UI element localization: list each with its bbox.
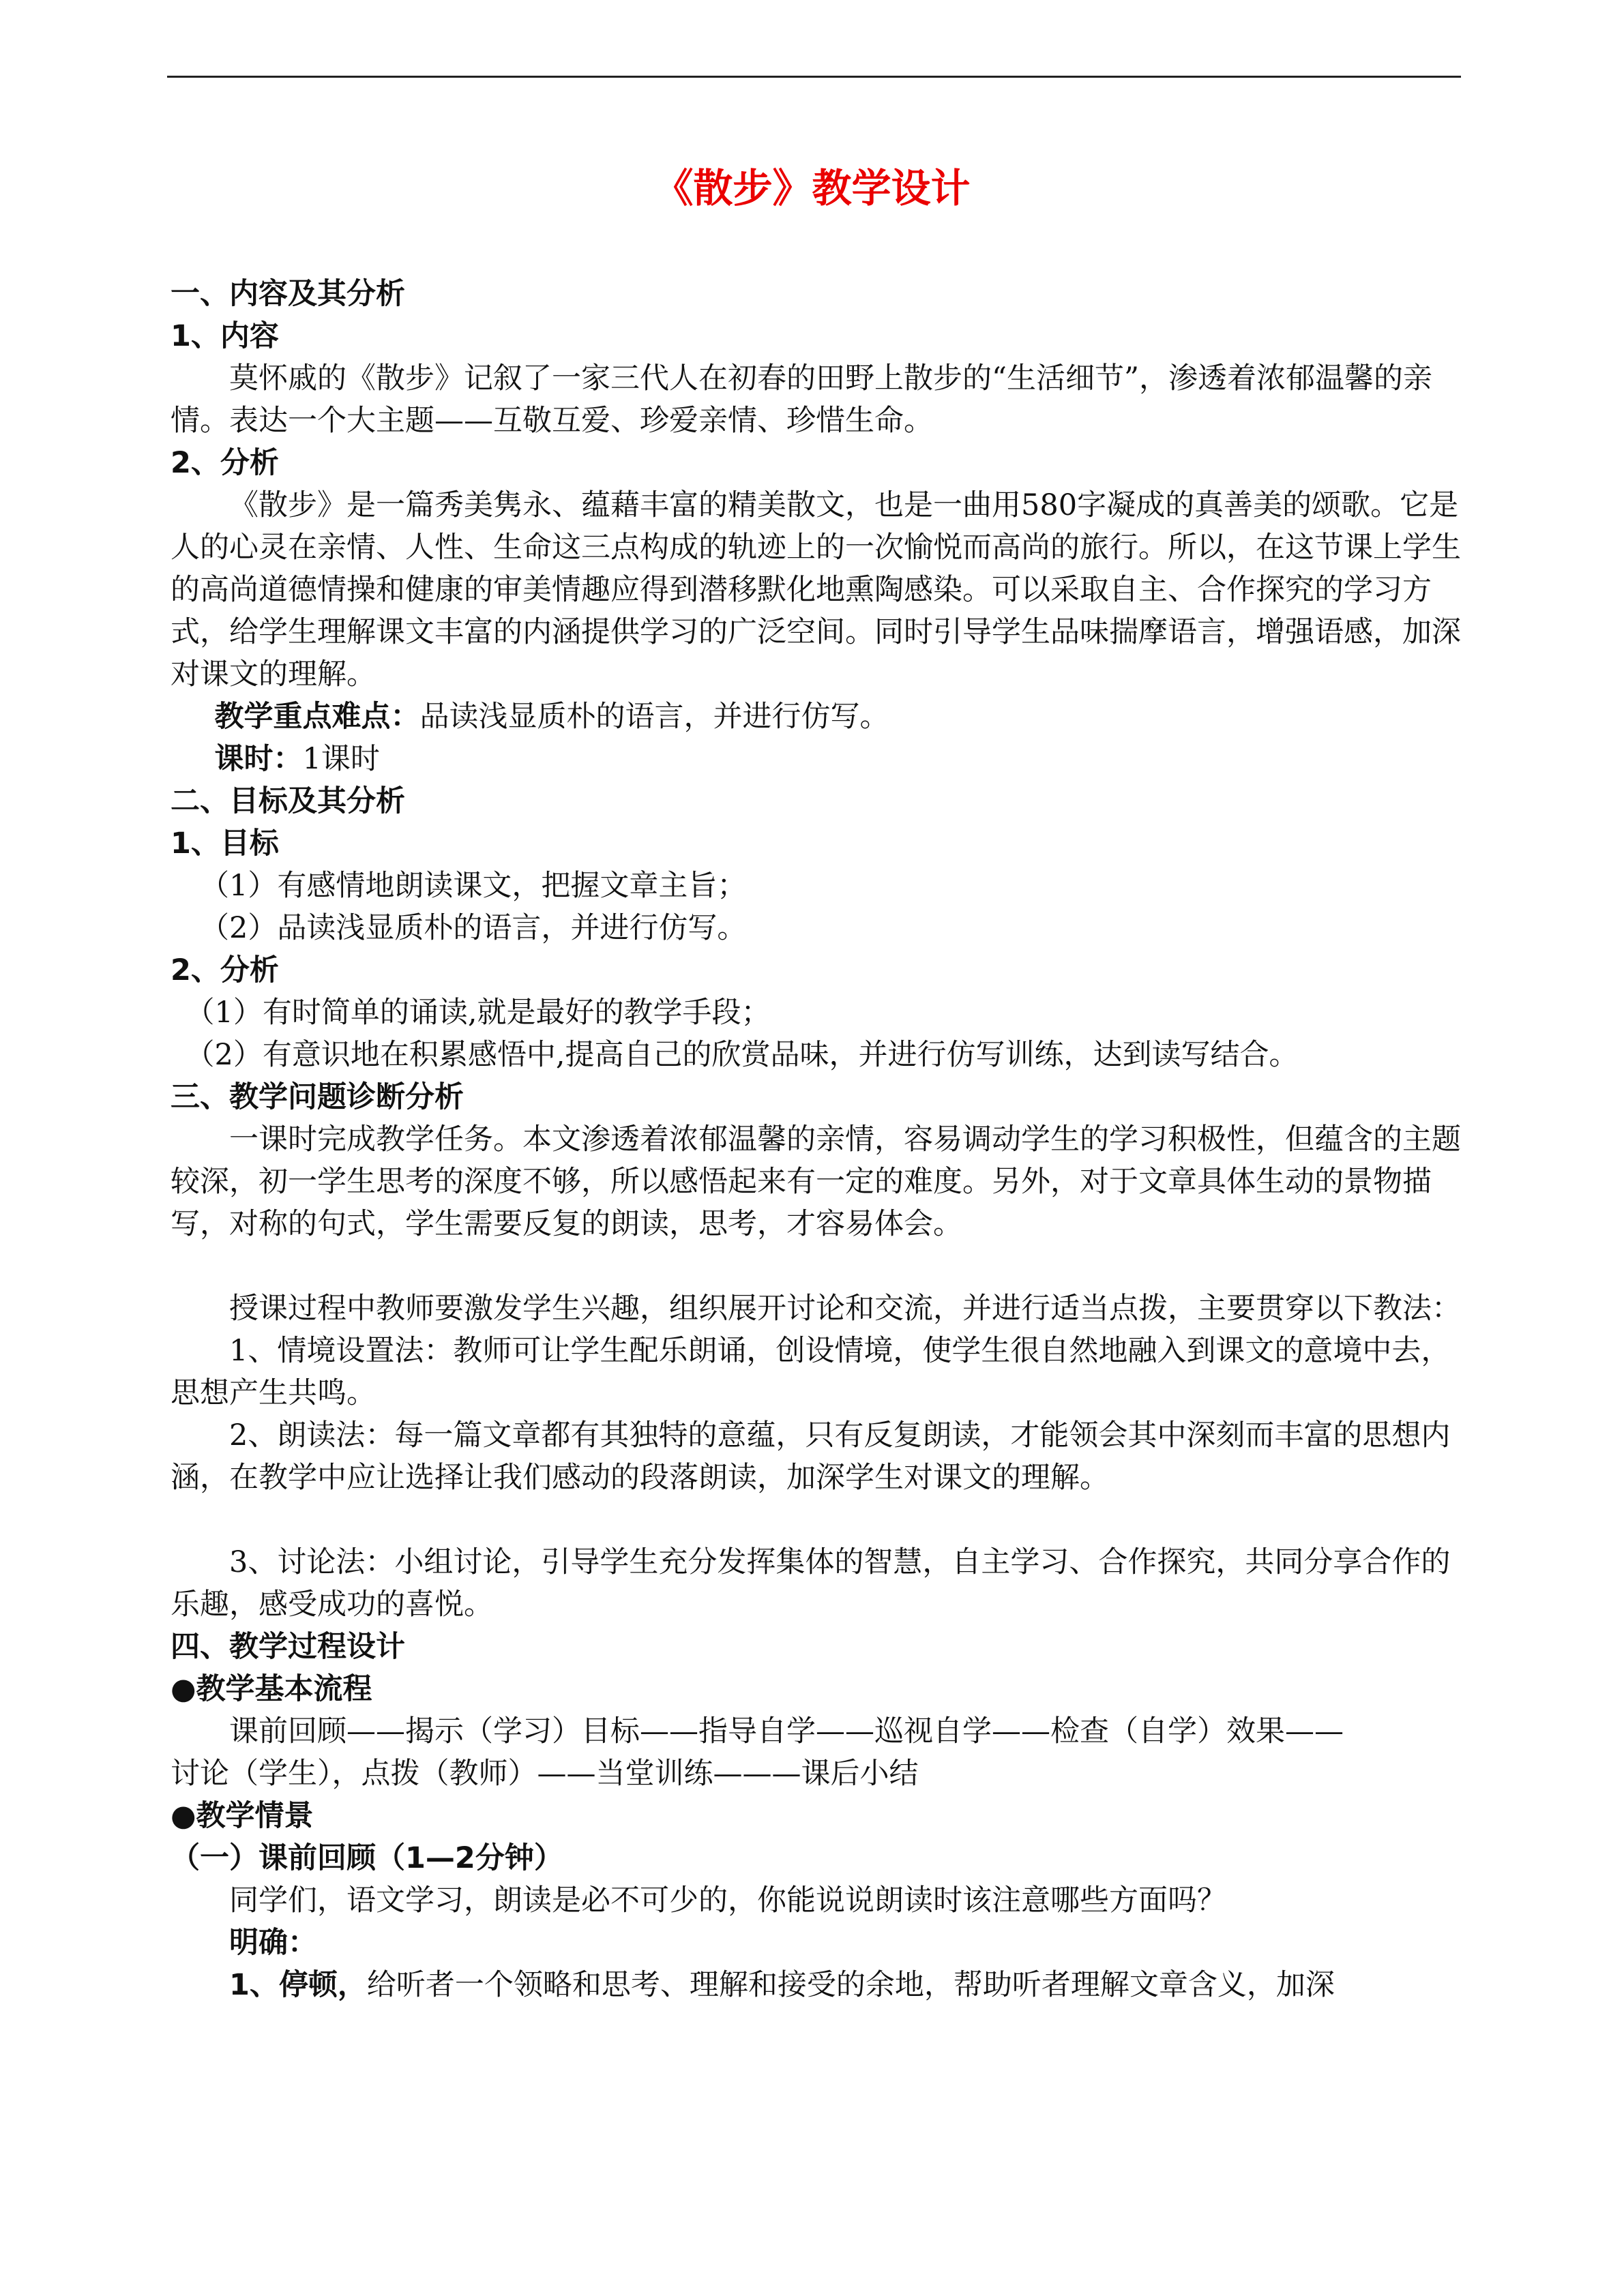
question-paragraph: 同学们，语文学习，朗读是必不可少的，你能说说朗读时该注意哪些方面吗？ [229, 1883, 1226, 1918]
section-3-paragraph: 授课过程中教师要激发学生兴趣，组织展开讨论和交流，并进行适当点拨，主要贯穿以下教法： [229, 1292, 1461, 1326]
flow-line-2: 讨论（学生），点拨（教师）——当堂训练———课后小结 [171, 1757, 919, 1791]
scene-heading: ●教学情景 [171, 1799, 314, 1833]
section-1-analysis-paragraph: 《散步》是一篇秀美隽永、蕴藉丰富的精美散文，也是一曲用580字凝成的真善美的颂歌。它是人的心灵在亲情、人性、生命这三点构成的轨迹上的一次愉悦而高尚的旅行。所以，在这节课上学生的高尚道德情操和健康的审美情趣应得到潜移默化地熏陶感染。可以采取自主、合作探究的学习方式，给学生理解课文丰富的内涵提供学习的广泛空间。同时引导学生品味揣摩语言，增强语感，加深对课文的理解。 [171, 488, 1461, 691]
clarify-label: 明确： [229, 1926, 317, 1960]
pause-line [171, 1964, 1466, 2006]
header-rule [167, 76, 1461, 78]
pause-label: 1、停顿， [229, 1968, 367, 2002]
pause-text: 给听者一个领略和思考、理解和接受的余地，帮助听者理解文章含义，加深 [366, 1968, 1335, 2002]
key-difficulty-text: 品读浅显质朴的语言，并进行仿写。 [419, 700, 889, 734]
method-item: 2、朗读法：每一篇文章都有其独特的意蕴，只有反复朗读，才能领会其中深刻而丰富的思想内涵，在教学中应让选择让我们感动的段落朗读，加深学生对课文的理解。 [171, 1418, 1451, 1495]
section-3-paragraph: 一课时完成教学任务。本文渗透着浓郁温馨的亲情，容易调动学生的学习积极性，但蕴含的主题较深，初一学生思考的深度不够，所以感悟起来有一定的难度。另外，对于文章具体生动的景物描写，对称的句式，学生需要反复的朗读，思考，才容易体会。 [171, 1122, 1461, 1241]
section-1-sub-analysis: 2、分析 [171, 446, 279, 480]
section-4-heading: 四、教学过程设计 [171, 1630, 405, 1664]
flow-line-1: 课前回顾——揭示（学习）目标——指导自学——巡视自学——检查（自学）效果—— [229, 1714, 1344, 1748]
part-1-heading: （一）课前回顾（1—2分钟） [171, 1841, 563, 1875]
class-hours-text: 1课时 [302, 742, 380, 776]
section-2-sub-analysis: 2、分析 [171, 953, 279, 987]
goal-item: （1）有感情地朗读课文，把握文章主旨； [200, 869, 747, 903]
key-difficulty-line [171, 696, 1466, 738]
method-item: 1、情境设置法：教师可让学生配乐朗诵，创设情境，使学生很自然地融入到课文的意境中去，思想产生共鸣。 [171, 1334, 1451, 1410]
section-1-content-paragraph: 莫怀戚的《散步》记叙了一家三代人在初春的田野上散步的“生活细节”，渗透着浓郁温馨的亲情。表达一个大主题——互敬互爱、珍爱亲情、珍惜生命。 [171, 361, 1432, 438]
analysis-item: （2）有意识地在积累感悟中,提高自己的欣赏品味，并进行仿写训练，达到读写结合。 [185, 1038, 1299, 1072]
goal-item: （2）品读浅显质朴的语言，并进行仿写。 [200, 911, 747, 945]
class-hours-label: 课时： [214, 742, 303, 776]
analysis-item: （1）有时简单的诵读,就是最好的教学手段； [185, 996, 771, 1030]
section-2-heading: 二、目标及其分析 [171, 784, 405, 818]
section-3-heading: 三、教学问题诊断分析 [171, 1080, 464, 1114]
key-difficulty-label: 教学重点难点： [214, 700, 420, 734]
class-hours-line [171, 738, 1466, 780]
document-body [171, 273, 1466, 2006]
page-title: 《散步》教学设计 [653, 165, 971, 211]
spacer [171, 1499, 1466, 1541]
section-2-sub-goals: 1、目标 [171, 826, 279, 861]
spacer [171, 1245, 1466, 1287]
section-1-sub-content: 1、内容 [171, 319, 279, 353]
section-1-heading: 一、内容及其分析 [171, 277, 405, 311]
flow-heading: ●教学基本流程 [171, 1672, 372, 1706]
method-item: 3、讨论法：小组讨论，引导学生充分发挥集体的智慧，自主学习、合作探究，共同分享合作的乐趣，感受成功的喜悦。 [171, 1545, 1451, 1622]
